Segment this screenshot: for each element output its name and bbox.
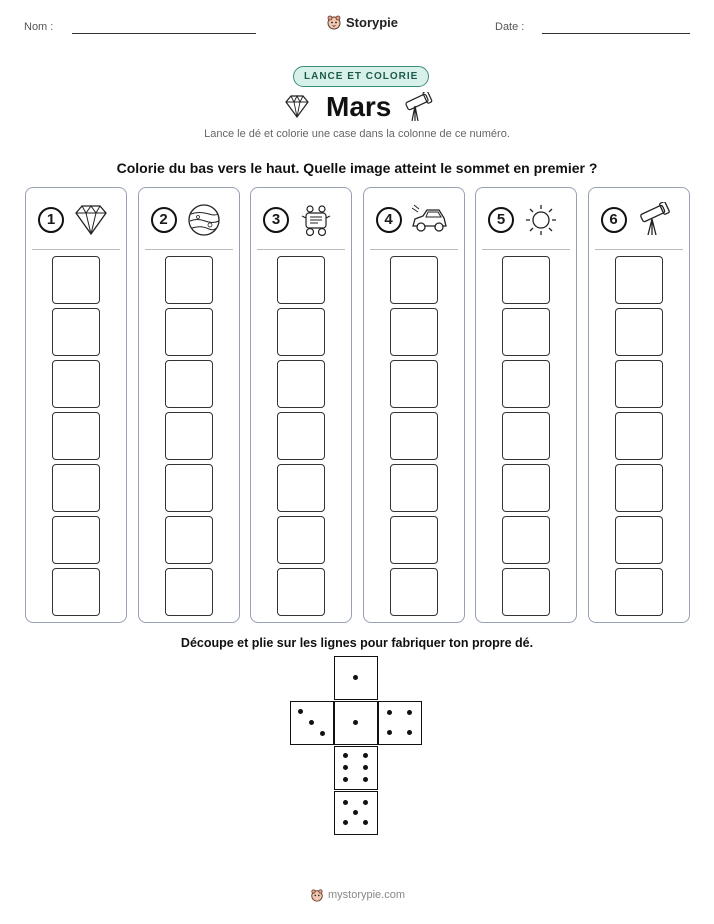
dice-pip xyxy=(387,730,392,735)
dice-pip xyxy=(343,753,348,758)
column-number: 6 xyxy=(601,207,627,233)
column-number: 2 xyxy=(151,207,177,233)
dice-pip xyxy=(320,731,325,736)
cut-instruction: Découpe et plie sur les lignes pour fabriquer ton propre dé. xyxy=(180,636,534,650)
column-divider xyxy=(595,249,683,250)
column-4 xyxy=(363,187,465,623)
column-header xyxy=(139,202,239,238)
color-box[interactable] xyxy=(615,568,663,616)
dice-pip xyxy=(363,765,368,770)
rover-robot-icon xyxy=(297,202,335,238)
color-box[interactable] xyxy=(615,256,663,304)
dice-pip xyxy=(343,820,348,825)
dice-pip xyxy=(353,810,358,815)
column-divider xyxy=(257,249,345,250)
diamond-icon xyxy=(72,202,110,238)
color-box[interactable] xyxy=(277,412,325,460)
color-box[interactable] xyxy=(615,360,663,408)
column-header xyxy=(364,202,464,238)
color-box[interactable] xyxy=(52,464,100,512)
column-divider xyxy=(145,249,233,250)
mascot-icon xyxy=(310,888,324,902)
dice-face-6 xyxy=(334,746,378,790)
color-box[interactable] xyxy=(52,412,100,460)
name-label: Nom : xyxy=(24,21,54,33)
color-box[interactable] xyxy=(52,256,100,304)
color-box[interactable] xyxy=(390,308,438,356)
dice-pip xyxy=(407,730,412,735)
brand-logo xyxy=(326,14,398,30)
color-box[interactable] xyxy=(277,308,325,356)
dice-pip xyxy=(309,720,314,725)
column-1 xyxy=(25,187,127,623)
color-box[interactable] xyxy=(277,516,325,564)
color-box[interactable] xyxy=(502,412,550,460)
color-box[interactable] xyxy=(502,360,550,408)
column-number: 4 xyxy=(376,207,402,233)
footer xyxy=(310,888,405,902)
dice-pip xyxy=(343,777,348,782)
color-box[interactable] xyxy=(165,464,213,512)
column-header xyxy=(251,202,351,238)
dice-pip xyxy=(343,800,348,805)
color-box[interactable] xyxy=(390,516,438,564)
column-number: 5 xyxy=(488,207,514,233)
dice-pip xyxy=(353,720,358,725)
dice-pip xyxy=(363,777,368,782)
mascot-icon xyxy=(326,14,342,30)
car-icon xyxy=(410,202,448,238)
color-box[interactable] xyxy=(390,464,438,512)
brand-name: Storypie xyxy=(346,14,399,30)
subtitle: Lance le dé et colorie une case dans la colonne de ce numéro. xyxy=(204,128,510,140)
color-box[interactable] xyxy=(52,516,100,564)
column-divider xyxy=(32,249,120,250)
color-box[interactable] xyxy=(390,360,438,408)
page-title: Mars xyxy=(326,91,392,122)
telescope-icon xyxy=(635,202,673,238)
color-box[interactable] xyxy=(165,516,213,564)
column-divider xyxy=(482,249,570,250)
color-box[interactable] xyxy=(502,308,550,356)
question: Colorie du bas vers le haut. Quelle image atteint le sommet en premier ? xyxy=(116,160,598,176)
dice-face-1 xyxy=(334,656,378,700)
dice-net xyxy=(290,656,426,836)
color-box[interactable] xyxy=(277,256,325,304)
color-box[interactable] xyxy=(615,516,663,564)
dice-face-3 xyxy=(290,701,334,745)
color-box[interactable] xyxy=(502,516,550,564)
color-box[interactable] xyxy=(277,568,325,616)
dice-face-1 xyxy=(334,701,378,745)
sun-icon xyxy=(522,202,560,238)
dice-pip xyxy=(363,753,368,758)
dice-pip xyxy=(353,675,358,680)
dice-pip xyxy=(363,800,368,805)
color-box[interactable] xyxy=(502,464,550,512)
diamond-icon xyxy=(282,94,312,120)
date-label: Date : xyxy=(495,21,525,33)
color-box[interactable] xyxy=(52,360,100,408)
column-3 xyxy=(250,187,352,623)
dice-face-4 xyxy=(378,701,422,745)
color-box[interactable] xyxy=(165,256,213,304)
color-box[interactable] xyxy=(615,412,663,460)
color-box[interactable] xyxy=(390,412,438,460)
column-number: 3 xyxy=(263,207,289,233)
color-box[interactable] xyxy=(277,360,325,408)
column-6 xyxy=(588,187,690,623)
color-box[interactable] xyxy=(165,308,213,356)
dice-pip xyxy=(407,710,412,715)
color-box[interactable] xyxy=(277,464,325,512)
color-box[interactable] xyxy=(165,412,213,460)
column-5 xyxy=(475,187,577,623)
color-box[interactable] xyxy=(502,256,550,304)
dice-face-5 xyxy=(334,791,378,835)
dice-pip xyxy=(298,709,303,714)
column-number: 1 xyxy=(38,207,64,233)
color-box[interactable] xyxy=(165,568,213,616)
color-box[interactable] xyxy=(390,256,438,304)
column-divider xyxy=(370,249,458,250)
color-box[interactable] xyxy=(52,568,100,616)
color-box[interactable] xyxy=(615,464,663,512)
dice-pip xyxy=(343,765,348,770)
color-box[interactable] xyxy=(615,308,663,356)
footer-url[interactable]: mystorypie.com xyxy=(328,889,406,901)
column-2 xyxy=(138,187,240,623)
color-box[interactable] xyxy=(165,360,213,408)
date-field[interactable] xyxy=(542,33,690,34)
column-header xyxy=(476,202,576,238)
telescope-icon xyxy=(400,92,434,124)
color-box[interactable] xyxy=(52,308,100,356)
name-field[interactable] xyxy=(72,33,256,34)
color-box[interactable] xyxy=(502,568,550,616)
activity-badge: LANCE ET COLORIE xyxy=(293,66,429,87)
column-header xyxy=(26,202,126,238)
dice-pip xyxy=(387,710,392,715)
dice-pip xyxy=(363,820,368,825)
column-header xyxy=(589,202,689,238)
planet-icon xyxy=(185,202,223,238)
color-box[interactable] xyxy=(390,568,438,616)
